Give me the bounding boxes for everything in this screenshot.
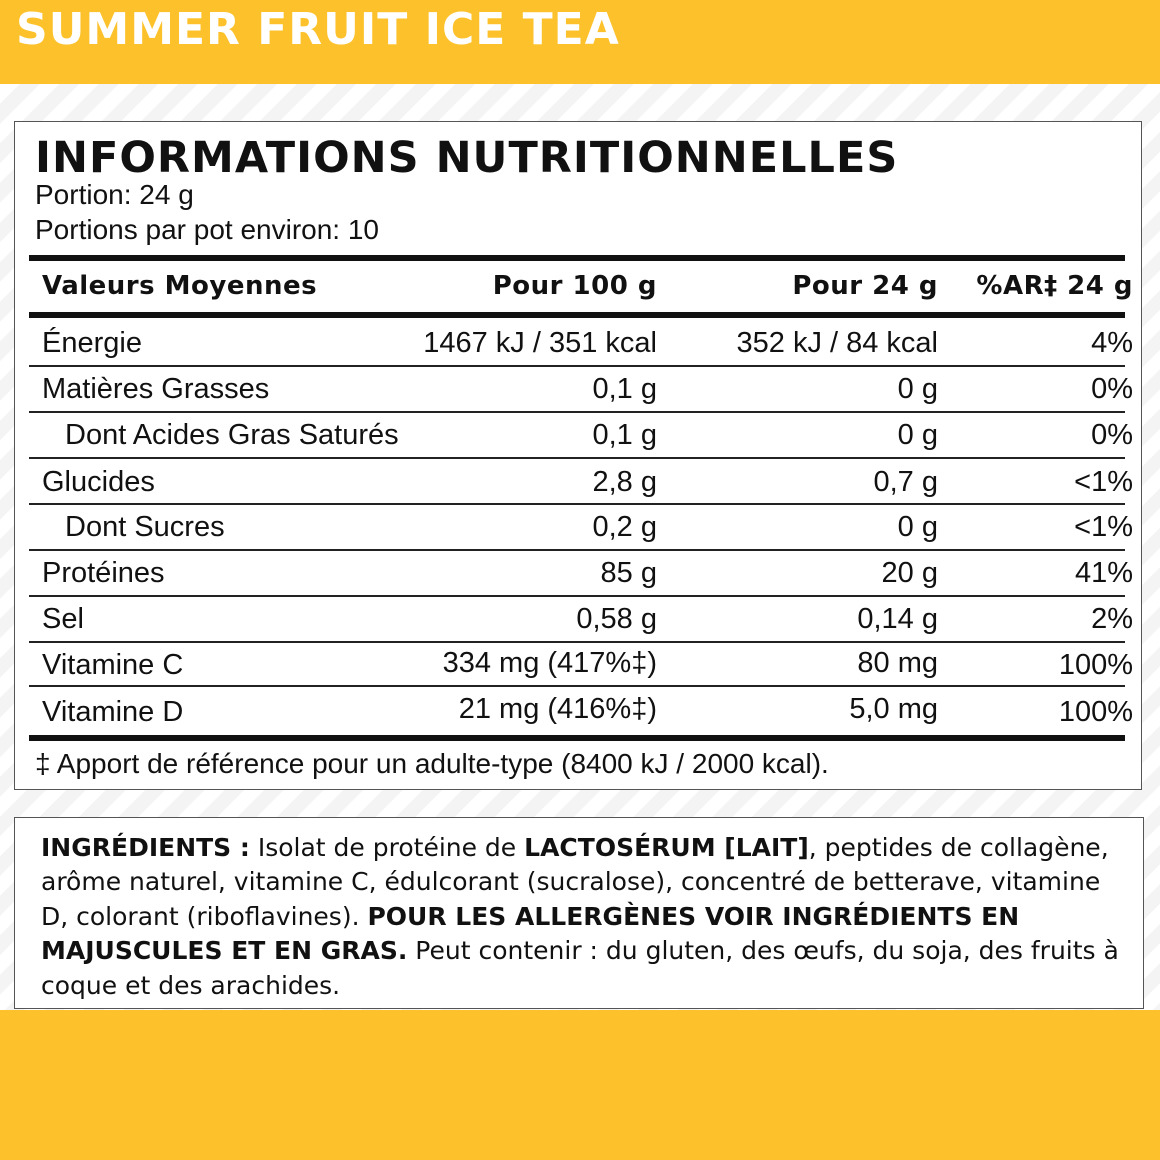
- row-divider: [29, 685, 1125, 687]
- sugars-per-24g: 0 g: [897, 511, 938, 543]
- nutrition-heading: INFORMATIONS NUTRITIONNELLES: [35, 133, 899, 183]
- vitamin-c-per-100g: 334 mg (417%‡): [442, 647, 657, 679]
- vitamin-d-per-100g: 21 mg (416%‡): [458, 693, 657, 725]
- top-banner: [0, 0, 1160, 84]
- sugars-per-100g: 0,2 g: [592, 511, 657, 543]
- may-contain-statement: Peut contenir : du gluten, des œufs, du soja, des fruits à coque et des arachides.: [41, 936, 1119, 1000]
- sugars-reference-intake: <1%: [1074, 511, 1133, 543]
- column-header-per-100g: Pour 100 g: [492, 271, 657, 301]
- header-bottom-rule: [29, 312, 1125, 318]
- protein-per-24g: 20 g: [881, 557, 938, 589]
- bottom-banner: [0, 1010, 1160, 1160]
- fat-reference-intake: 0%: [1091, 373, 1133, 405]
- saturated-fat-reference-intake: 0%: [1091, 419, 1133, 451]
- nutrition-facts-panel: [14, 121, 1142, 790]
- vitamin-d-per-24g: 5,0 mg: [849, 693, 938, 725]
- energy-reference-intake: 4%: [1091, 327, 1133, 359]
- nutrient-name-vitamin-d: Vitamine D: [42, 696, 184, 728]
- ingredients-part-2: , peptides de collagène, arôme naturel, vitamine C, édulcorant (sucralose), concentré de betterave, vitamine D, colorant (riboflavines).: [41, 833, 1109, 931]
- salt-reference-intake: 2%: [1091, 603, 1133, 635]
- allergen-notice: POUR LES ALLERGÈNES VOIR INGRÉDIENTS EN MAJUSCULES ET EN GRAS.: [41, 901, 1020, 966]
- ingredients-text: [41, 831, 1131, 1003]
- column-header-per-24g: Pour 24 g: [792, 271, 938, 301]
- row-divider: [29, 411, 1125, 413]
- nutrient-name-carbohydrates: Glucides: [42, 466, 155, 498]
- allergen-whey: LACTOSÉRUM [LAIT]: [524, 833, 809, 862]
- protein-per-100g: 85 g: [600, 557, 657, 589]
- nutrient-name-salt: Sel: [42, 603, 84, 635]
- row-divider: [29, 457, 1125, 459]
- portions-per-pot: Portions par pot environ: 10: [35, 214, 379, 245]
- energy-per-24g: 352 kJ / 84 kcal: [736, 327, 938, 359]
- carbohydrates-reference-intake: <1%: [1074, 466, 1133, 498]
- vitamin-c-per-24g: 80 mg: [857, 647, 938, 679]
- salt-per-24g: 0,14 g: [857, 603, 938, 635]
- portion-size: Portion: 24 g: [35, 179, 194, 210]
- row-divider: [29, 549, 1125, 551]
- row-divider: [29, 503, 1125, 505]
- nutrient-name-sugars: Dont Sucres: [65, 511, 225, 543]
- row-divider: [29, 595, 1125, 597]
- salt-per-100g: 0,58 g: [576, 603, 657, 635]
- column-header-reference-intake: %AR‡ 24 g: [976, 271, 1133, 301]
- row-divider: [29, 365, 1125, 367]
- carbohydrates-per-24g: 0,7 g: [873, 466, 938, 498]
- nutrient-name-vitamin-c: Vitamine C: [42, 649, 184, 681]
- protein-reference-intake: 41%: [1074, 557, 1133, 589]
- nutrient-name-protein: Protéines: [42, 557, 165, 589]
- vitamin-d-reference-intake: 100%: [1058, 696, 1133, 728]
- table-bottom-rule: [29, 735, 1125, 741]
- carbohydrates-per-100g: 2,8 g: [592, 466, 657, 498]
- header-top-rule: [29, 255, 1125, 261]
- ingredients-label: INGRÉDIENTS :: [41, 833, 250, 862]
- saturated-fat-per-24g: 0 g: [897, 419, 938, 451]
- ingredients-panel: [14, 817, 1144, 1009]
- vitamin-c-reference-intake: 100%: [1058, 649, 1133, 681]
- nutrient-name-energy: Énergie: [42, 327, 142, 359]
- nutrient-name-fat: Matières Grasses: [42, 373, 270, 405]
- saturated-fat-per-100g: 0,1 g: [592, 419, 657, 451]
- fat-per-24g: 0 g: [897, 373, 938, 405]
- fat-per-100g: 0,1 g: [592, 373, 657, 405]
- ingredients-part-1: Isolat de protéine de: [249, 833, 525, 862]
- nutrient-name-saturated-fat: Dont Acides Gras Saturés: [65, 419, 399, 451]
- energy-per-100g: 1467 kJ / 351 kcal: [423, 327, 657, 359]
- product-title: SUMMER FRUIT ICE TEA: [16, 4, 620, 55]
- reference-intake-footnote: ‡ Apport de référence pour un adulte-type (8400 kJ / 2000 kcal).: [35, 748, 829, 779]
- row-divider: [29, 641, 1125, 643]
- column-header-values: Valeurs Moyennes: [42, 271, 318, 301]
